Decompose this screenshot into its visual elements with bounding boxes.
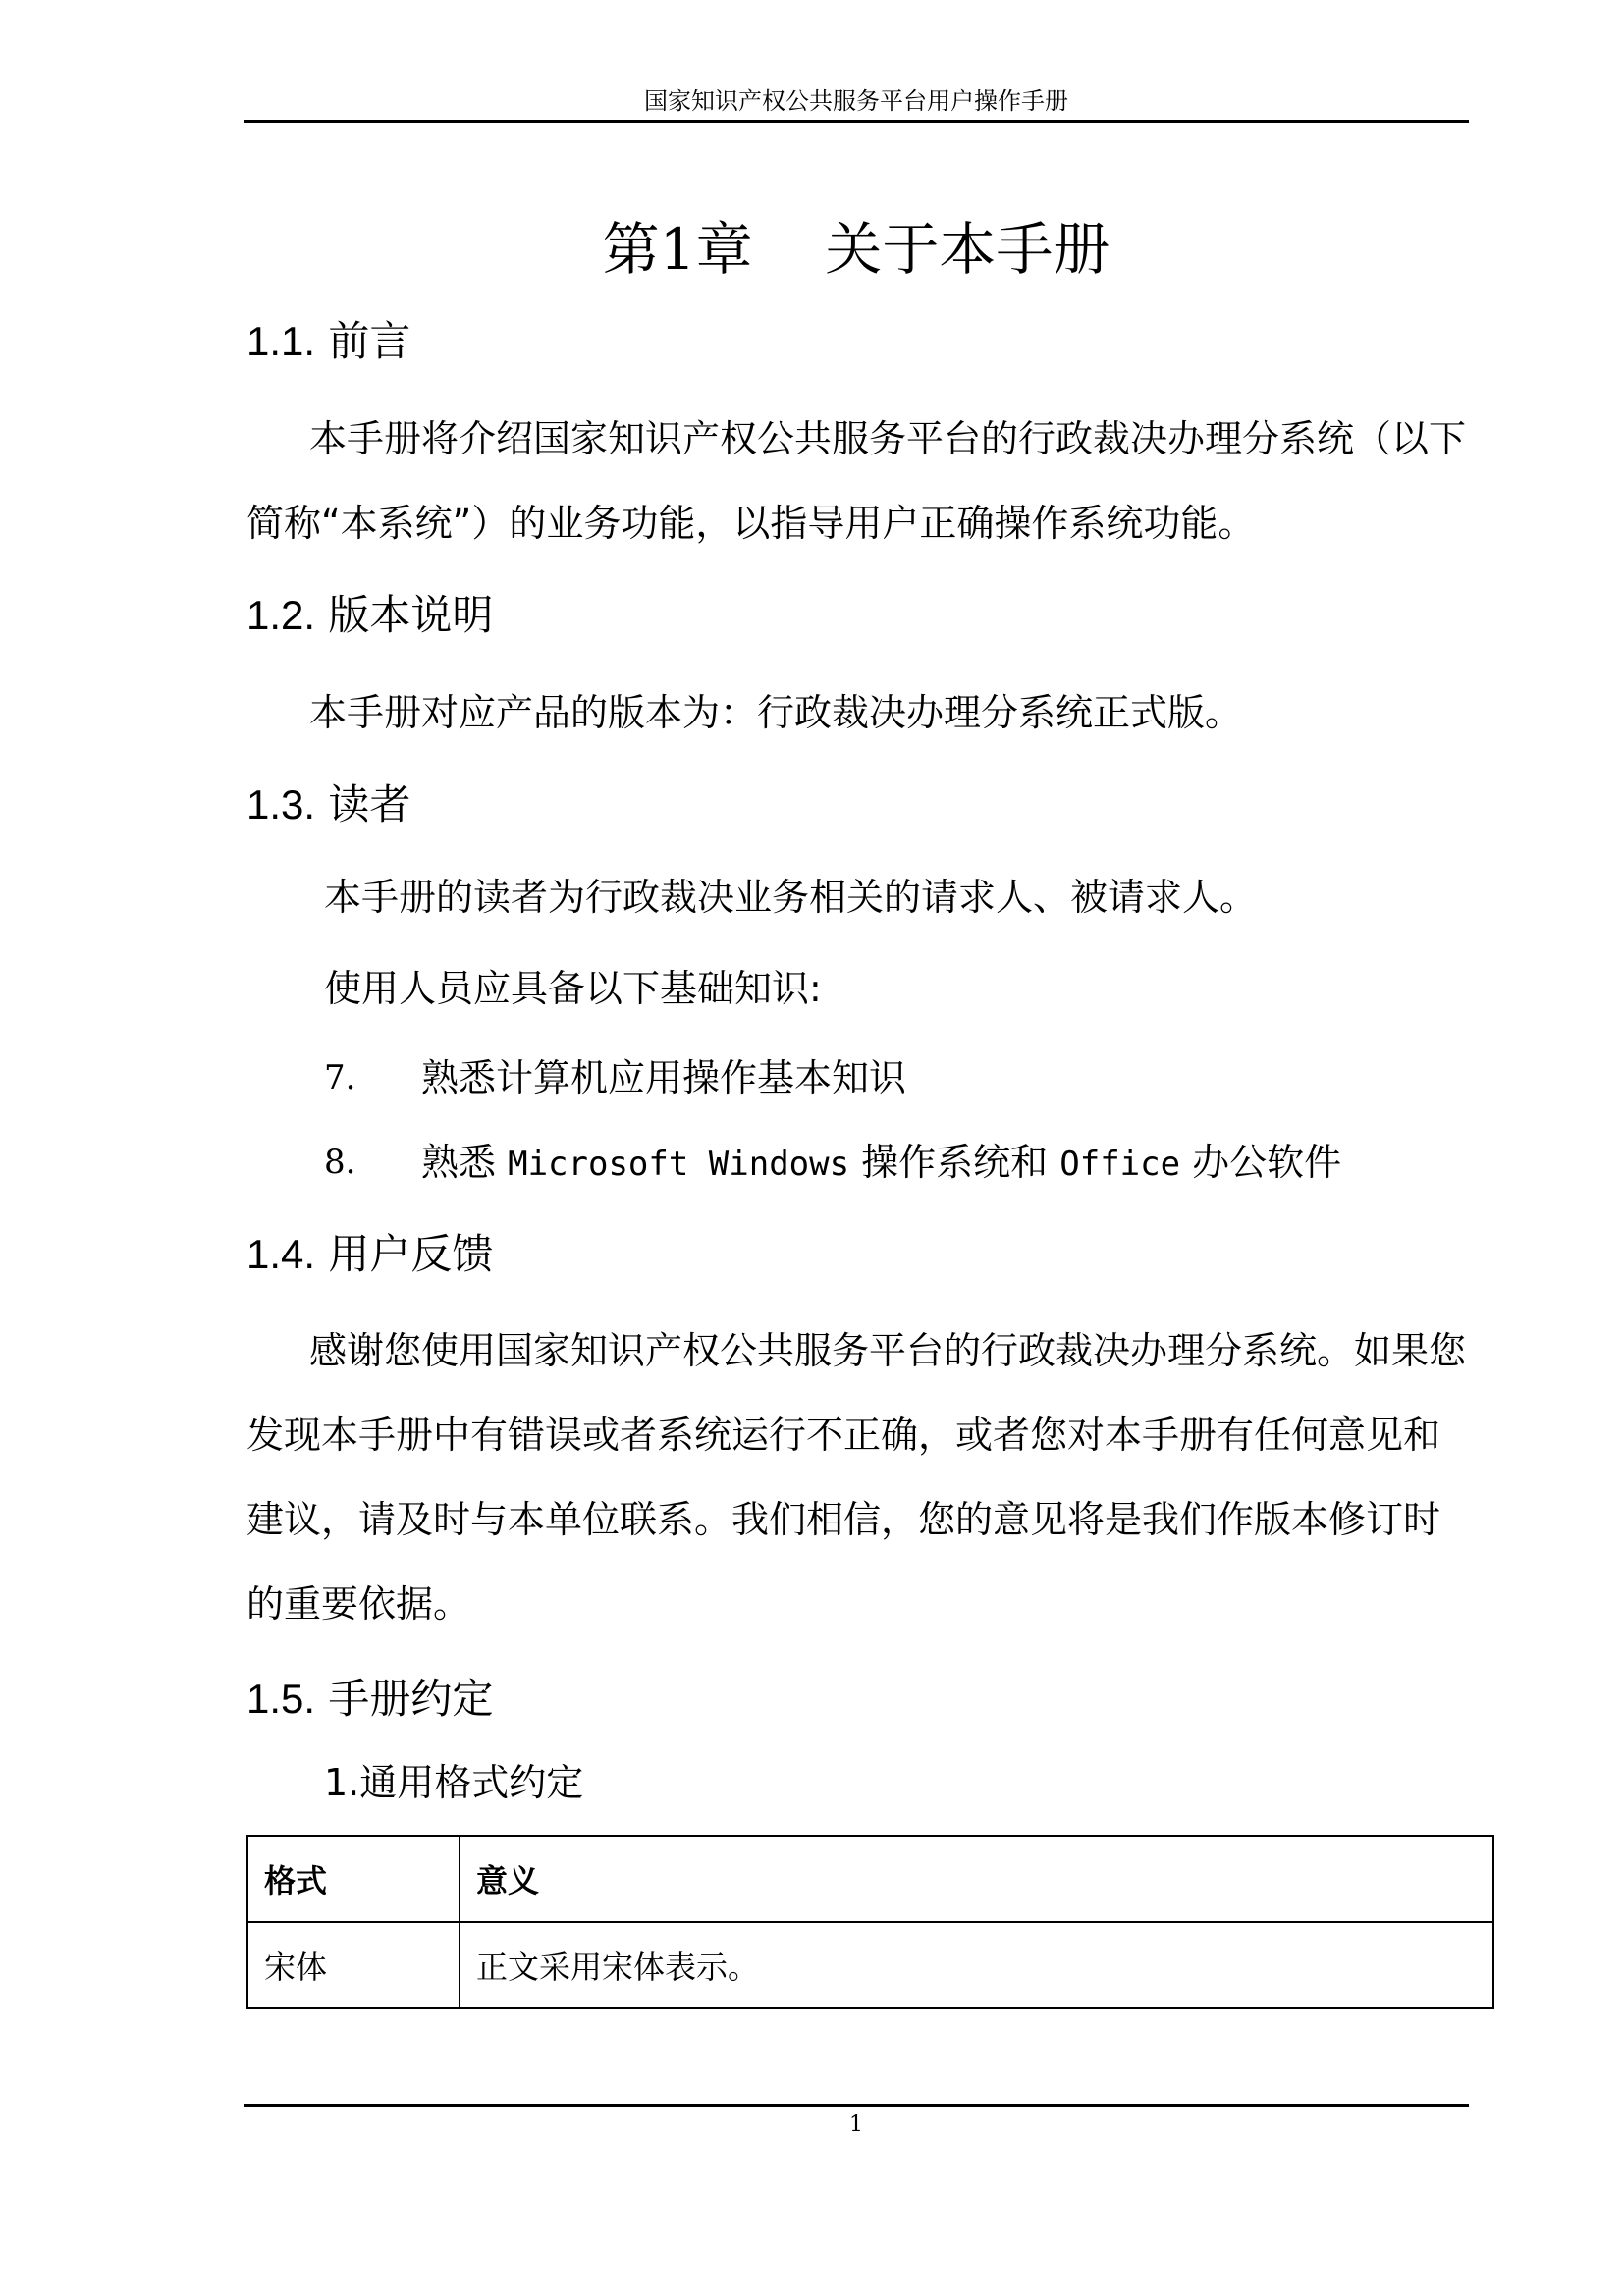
- list-item-text: [421, 1133, 1341, 1194]
- section-heading-version: [246, 586, 493, 645]
- product-name-windows: Microsoft Windows: [508, 1145, 850, 1184]
- version-paragraph: [246, 670, 1469, 755]
- page-header: 国家知识产权公共服务平台用户操作手册: [644, 87, 1068, 115]
- section-title: 读者: [328, 780, 411, 828]
- page-number: 1: [849, 2112, 863, 2137]
- table-row: [247, 1922, 1493, 2008]
- section-title: 前言: [328, 317, 411, 365]
- table-cell: 正文采用宋体表示。: [460, 1922, 1493, 2008]
- readers-line-2: 使用人员应具备以下基础知识:: [324, 967, 822, 1010]
- list-item-number: 7.: [324, 1058, 356, 1097]
- list-item-text-part: 熟悉: [421, 1141, 509, 1184]
- section-number: 1.4.: [246, 1231, 316, 1277]
- feedback-text: 感谢您使用国家知识产权公共服务平台的行政裁决办理分系统。如果您发现本手册中有错误或者系统运行不正确，或者您对本手册有任何意见和建议，请及时与本单位联系。我们相信，您的意见将是我们作版本修订时的重要依据。: [246, 1329, 1467, 1626]
- list-item-text-part: 操作系统和: [849, 1141, 1060, 1184]
- product-name-office: Office: [1059, 1145, 1181, 1184]
- preface-text: 本手册将介绍国家知识产权公共服务平台的行政裁决办理分系统（以下简称“本系统”）的业务功能，以指导用户正确操作系统功能。: [246, 417, 1467, 545]
- table-header-cell: 意义: [460, 1836, 1493, 1922]
- section-heading-readers: [246, 775, 410, 834]
- table-header-row: [247, 1836, 1493, 1922]
- section-number: 1.3.: [246, 781, 316, 828]
- section-heading-conventions: [246, 1670, 493, 1729]
- section-number: 1.5.: [246, 1676, 316, 1722]
- section-title: 用户反馈: [328, 1230, 494, 1278]
- chapter-title: 第1章 关于本手册: [602, 216, 1110, 283]
- list-item-text-part: 办公软件: [1180, 1141, 1342, 1184]
- version-text: 本手册对应产品的版本为：行政裁决办理分系统正式版。: [309, 691, 1243, 734]
- feedback-paragraph: [246, 1308, 1469, 1646]
- section-heading-feedback: [246, 1225, 493, 1284]
- section-title: 版本说明: [328, 591, 494, 639]
- section-heading-preface: [246, 312, 410, 371]
- section-number: 1.1.: [246, 318, 316, 364]
- footer-rule: [244, 2104, 1469, 2107]
- table-header-cell: 格式: [247, 1836, 460, 1922]
- list-item-text: 熟悉计算机应用操作基本知识: [421, 1056, 907, 1099]
- conventions-subtitle: 1.通用格式约定: [324, 1761, 584, 1804]
- preface-paragraph: [246, 397, 1469, 565]
- list-item-number: 8.: [324, 1143, 356, 1182]
- section-title: 手册约定: [328, 1675, 494, 1723]
- readers-line-1: 本手册的读者为行政裁决业务相关的请求人、被请求人。: [324, 876, 1258, 919]
- format-conventions-table: [246, 1835, 1494, 2009]
- section-number: 1.2.: [246, 592, 316, 638]
- header-rule: [244, 120, 1469, 123]
- table-cell: 宋体: [247, 1922, 460, 2008]
